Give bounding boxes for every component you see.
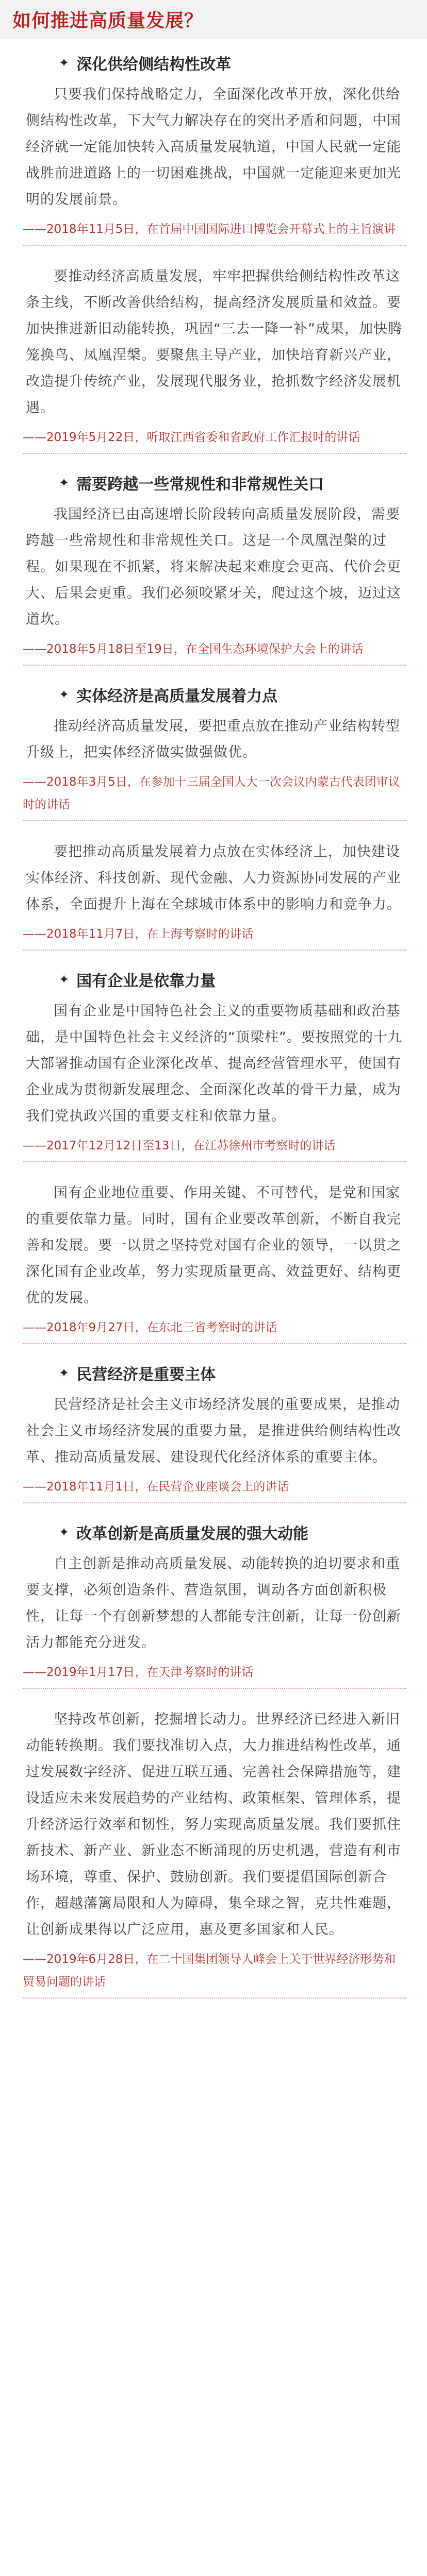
quote-source: ——2018年11月1日，在民营企业座谈会上的讲话 bbox=[23, 1476, 406, 1503]
diamond-bullet-icon: ✦ bbox=[59, 56, 70, 70]
section-7 bbox=[23, 1180, 406, 1344]
section-heading bbox=[59, 471, 406, 494]
section-title: 国有企业是依靠力量 bbox=[76, 972, 216, 990]
section-heading bbox=[59, 968, 406, 991]
quote-text: 只要我们保持战略定力，全面深化改革开放，深化供给侧结构性改革，下大气力解决存在的突出矛盾和问题，中国经济就一定能加快转入高质量发展轨道，中国人民就一定能战胜前进道路上的一切困难挑战，中国就一定能迎来更加光明的发展前景。 bbox=[26, 87, 401, 208]
section-heading bbox=[59, 683, 406, 706]
quote-text: 坚持改革创新，挖掘增长动力。世界经济已经进入新旧动能转换期。我们要找准切入点，大力推进结构性改革，通过发展数字经济、促进互联互通、完善社会保障措施等，建设适应未来发展趋势的产业结构、政策框架、管理体系，提升经济运行效率和韧性，努力实现高质量发展。我们要抓住新技术、新产业、新业态不断涌现的历史机遇，营造有利市场环境，尊重、保护、鼓励创新。我们要提倡国际创新合作，超越藩篱局限和人为障碍，集全球之智，克共性难题，让创新成果得以广泛应用，惠及更多国家和人民。 bbox=[26, 1711, 401, 1938]
quote-source: ——2019年1月17日，在天津考察时的讲话 bbox=[23, 1661, 406, 1689]
quote-text: 民营经济是社会主义市场经济发展的重要成果，是推动社会主义市场经济发展的重要力量，是推进供给侧结构性改革、推动高质量发展、建设现代化经济体系的重要主体。 bbox=[26, 1397, 401, 1465]
title-bar bbox=[0, 0, 427, 39]
quote-text: 要把推动高质量发展着力点放在实体经济上，加快建设实体经济、科技创新、现代金融、人力资源协同发展的产业体系，全面提升上海在全球城市体系中的影响力和竞争力。 bbox=[26, 844, 401, 912]
diamond-bullet-icon: ✦ bbox=[59, 972, 70, 987]
quote-text: 我国经济已由高速增长阶段转向高质量发展阶段，需要跨越一些常规性和非常规性关口。这是一个凤凰涅槃的过程。如果现在不抓紧，将来解决起来难度会更高、代价会更大、后果会更重。我们必须咬紧牙关，爬过这个坡，迈过这道坎。 bbox=[26, 506, 401, 628]
section-heading bbox=[59, 1362, 406, 1384]
quote-source: ——2018年3月5日，在参加十三届全国人大一次会议内蒙古代表团审议时的讲话 bbox=[23, 771, 406, 821]
quote-source: ——2017年12月12日至13日，在江苏徐州市考察时的讲话 bbox=[23, 1134, 406, 1162]
quote-source: ——2018年5月18日至19日，在全国生态环境保护大会上的讲话 bbox=[23, 638, 406, 666]
section-heading bbox=[59, 52, 406, 74]
section-1 bbox=[23, 52, 406, 246]
section-4 bbox=[23, 683, 406, 821]
section-title: 民营经济是重要主体 bbox=[76, 1366, 216, 1384]
diamond-bullet-icon: ✦ bbox=[59, 687, 70, 702]
quote-text: 要推动经济高质量发展，牢牢把握供给侧结构性改革这条主线，不断改善供给结构，提高经济发展质量和效益。要加快推进新旧动能转换，巩固“三去一降一补”成果，加快腾笼换鸟、凤凰涅槃。要聚焦主导产业，加快培育新兴产业，改造提升传统产业，发展现代服务业，抢抓数字经济发展机遇。 bbox=[26, 268, 402, 416]
quote-text: 国有企业地位重要、作用关键、不可替代，是党和国家的重要依靠力量。同时，国有企业要改革创新，不断自我完善和发展。要一以贯之坚持党对国有企业的领导，一以贯之深化国有企业改革，努力实现质量更高、效益更好、结构更优的发展。 bbox=[26, 1185, 401, 1306]
quote-text: 推动经济高质量发展，要把重点放在推动产业结构转型升级上，把实体经济做实做强做优。 bbox=[26, 718, 400, 760]
quote-text: 自主创新是推动高质量发展、动能转换的迫切要求和重要支撑，必须创造条件、营造氛围，调动各方面创新积极性，让每一个有创新梦想的人都能专注创新，让每一份创新活力都能充分迸发。 bbox=[26, 1556, 401, 1651]
section-3 bbox=[23, 471, 406, 666]
quote-source: ——2019年6月28日，在二十国集团领导人峰会上关于世界经济形势和贸易问题的讲话 bbox=[23, 1948, 406, 1998]
section-heading bbox=[59, 1521, 406, 1544]
section-title: 实体经济是高质量发展着力点 bbox=[76, 687, 278, 705]
quote-source: ——2018年11月7日，在上海考察时的讲话 bbox=[23, 923, 406, 951]
quote-text: 国有企业是中国特色社会主义的重要物质基础和政治基础，是中国特色社会主义经济的“顶梁柱”。要按照党的十九大部署推动国有企业深化改革、提高经营管理水平，使国有企业成为贯彻新发展理念、全面深化改革的骨干力量，成为我们党执政兴国的重要支柱和依靠力量。 bbox=[26, 1003, 402, 1124]
diamond-bullet-icon: ✦ bbox=[59, 1525, 70, 1539]
section-5 bbox=[23, 839, 406, 951]
quote-source: ——2018年11月5日，在首届中国国际进口博览会开幕式上的主旨演讲 bbox=[23, 218, 406, 246]
section-title: 需要跨越一些常规性和非常规性关口 bbox=[76, 476, 324, 494]
section-6 bbox=[23, 968, 406, 1162]
section-title: 深化供给侧结构性改革 bbox=[76, 56, 232, 74]
section-10 bbox=[23, 1706, 406, 1998]
quote-source: ——2019年5月22日，听取江西省委和省政府工作汇报时的讲话 bbox=[23, 426, 406, 454]
diamond-bullet-icon: ✦ bbox=[59, 476, 70, 490]
section-8 bbox=[23, 1362, 406, 1503]
section-9 bbox=[23, 1521, 406, 1689]
section-2 bbox=[23, 263, 406, 454]
content-column bbox=[0, 39, 427, 1998]
page-title: 如何推进高质量发展？ bbox=[12, 10, 204, 31]
section-title: 改革创新是高质量发展的强大动能 bbox=[76, 1525, 309, 1543]
quote-source: ——2018年9月27日，在东北三省考察时的讲话 bbox=[23, 1316, 406, 1344]
diamond-bullet-icon: ✦ bbox=[59, 1366, 70, 1380]
